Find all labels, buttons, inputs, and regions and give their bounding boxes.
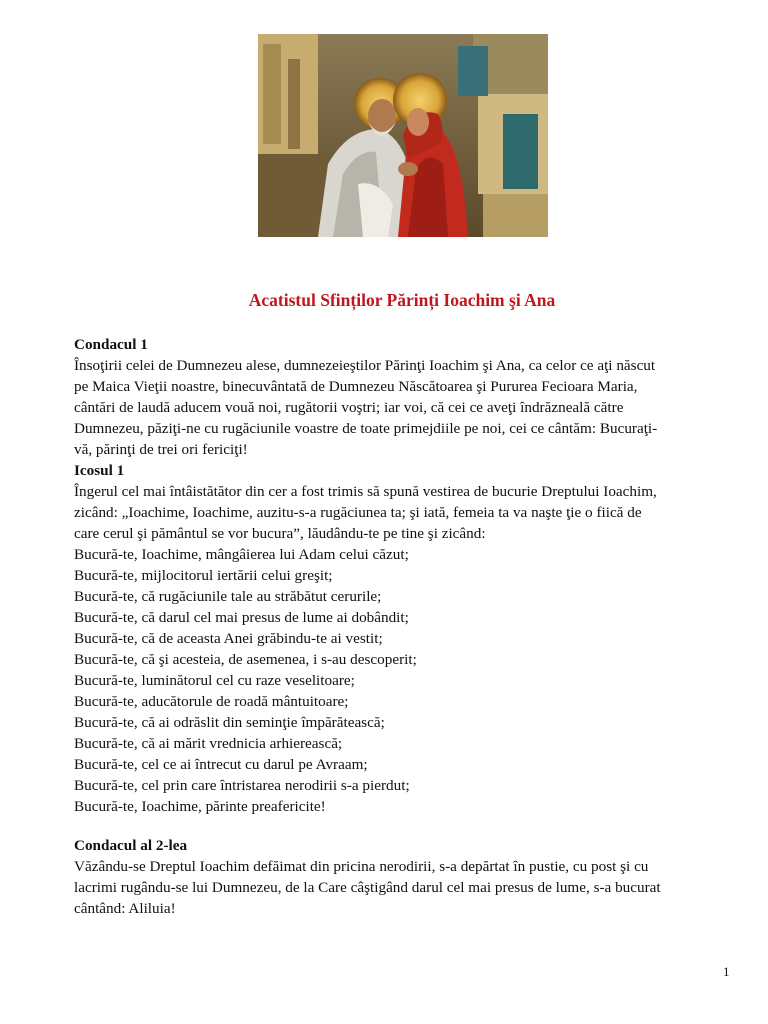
text-line: Dumnezeu, păziţi-ne cu rugăciunile voastre de toate primejdiile pe noi, cei ce cântăm: Bucuraţi- <box>74 420 658 437</box>
section-heading: Condacul 1 <box>74 336 148 353</box>
page-number: 1 <box>723 964 730 979</box>
text-line: Bucură-te, cel ce ai întrecut cu darul pe Avraam; <box>74 756 368 773</box>
text-line: Bucură-te, Ioachime, părinte preafericite! <box>74 798 326 815</box>
document-body <box>74 334 739 919</box>
section-heading: Condacul al 2-lea <box>74 837 188 854</box>
text-line: Bucură-te, că darul cel mai presus de lume ai dobândit; <box>74 609 409 626</box>
text-line: cântări de laudă aducem vouă noi, rugătorii voştri; iar voi, că cei ce aveţi îndrăzneală către <box>74 399 624 416</box>
section-heading: Icosul 1 <box>74 462 125 479</box>
icon-painting-joachim-anna <box>258 34 548 237</box>
text-line: Bucură-te, Ioachime, mângâierea lui Adam celui căzut; <box>74 546 409 563</box>
text-line: cântând: Aliluia! <box>74 900 176 917</box>
text-line: Bucură-te, că rugăciunile tale au străbătut cerurile; <box>74 588 382 605</box>
text-line: zicând: „Ioachime, Ioachime, auzitu-s-a rugăciunea ta; şi iată, femeia ta va naşte ţie o fiică de <box>74 504 642 521</box>
text-line: Bucură-te, că şi acesteia, de asemenea, i s-au descoperit; <box>74 651 417 668</box>
text-line: Văzându-se Dreptul Ioachim defăimat din pricina nerodirii, s-a depărtat în pustie, cu post şi cu <box>74 858 649 875</box>
text-line: Bucură-te, aducătorule de roadă mântuitoare; <box>74 693 349 710</box>
text-line: Bucură-te, că ai mărit vrednicia arhierească; <box>74 735 343 752</box>
text-line: lacrimi rugându-se lui Dumnezeu, de la Care câştigând darul cel mai presus de lume, s-a bucurat <box>74 879 661 896</box>
text-line: Bucură-te, că de aceasta Anei grăbindu-te ai vestit; <box>74 630 383 647</box>
text-line: Îngerul cel mai întâistătător din cer a fost trimis să spună vestirea de bucurie Dreptului Ioachim, <box>74 483 657 500</box>
text-line: Bucură-te, mijlocitorul iertării celui greşit; <box>74 567 333 584</box>
spacer <box>74 817 739 835</box>
text-line: vă, părinţi de trei ori fericiţi! <box>74 441 248 458</box>
text-line: Bucură-te, că ai odrăslit din seminţie împărătească; <box>74 714 385 731</box>
text-line: Bucură-te, cel prin care întristarea nerodirii s-a pierdut; <box>74 777 410 794</box>
text-line: Însoţirii celei de Dumnezeu alese, dumnezeieştilor Părinţi Ioachim şi Ana, ca celor ce aţi născut <box>74 357 656 374</box>
text-line: care cerul şi pământul se vor bucura”, lăudându-te pe tine şi zicând: <box>74 525 486 542</box>
text-line: Bucură-te, luminătorul cel cu raze veselitoare; <box>74 672 355 689</box>
document-title: Acatistul Sfinților Părinți Ioachim şi Ana <box>248 290 556 310</box>
text-line: pe Maica Vieţii noastre, binecuvântată de Dumnezeu Născătoarea şi Pururea Fecioara Maria, <box>74 378 638 395</box>
